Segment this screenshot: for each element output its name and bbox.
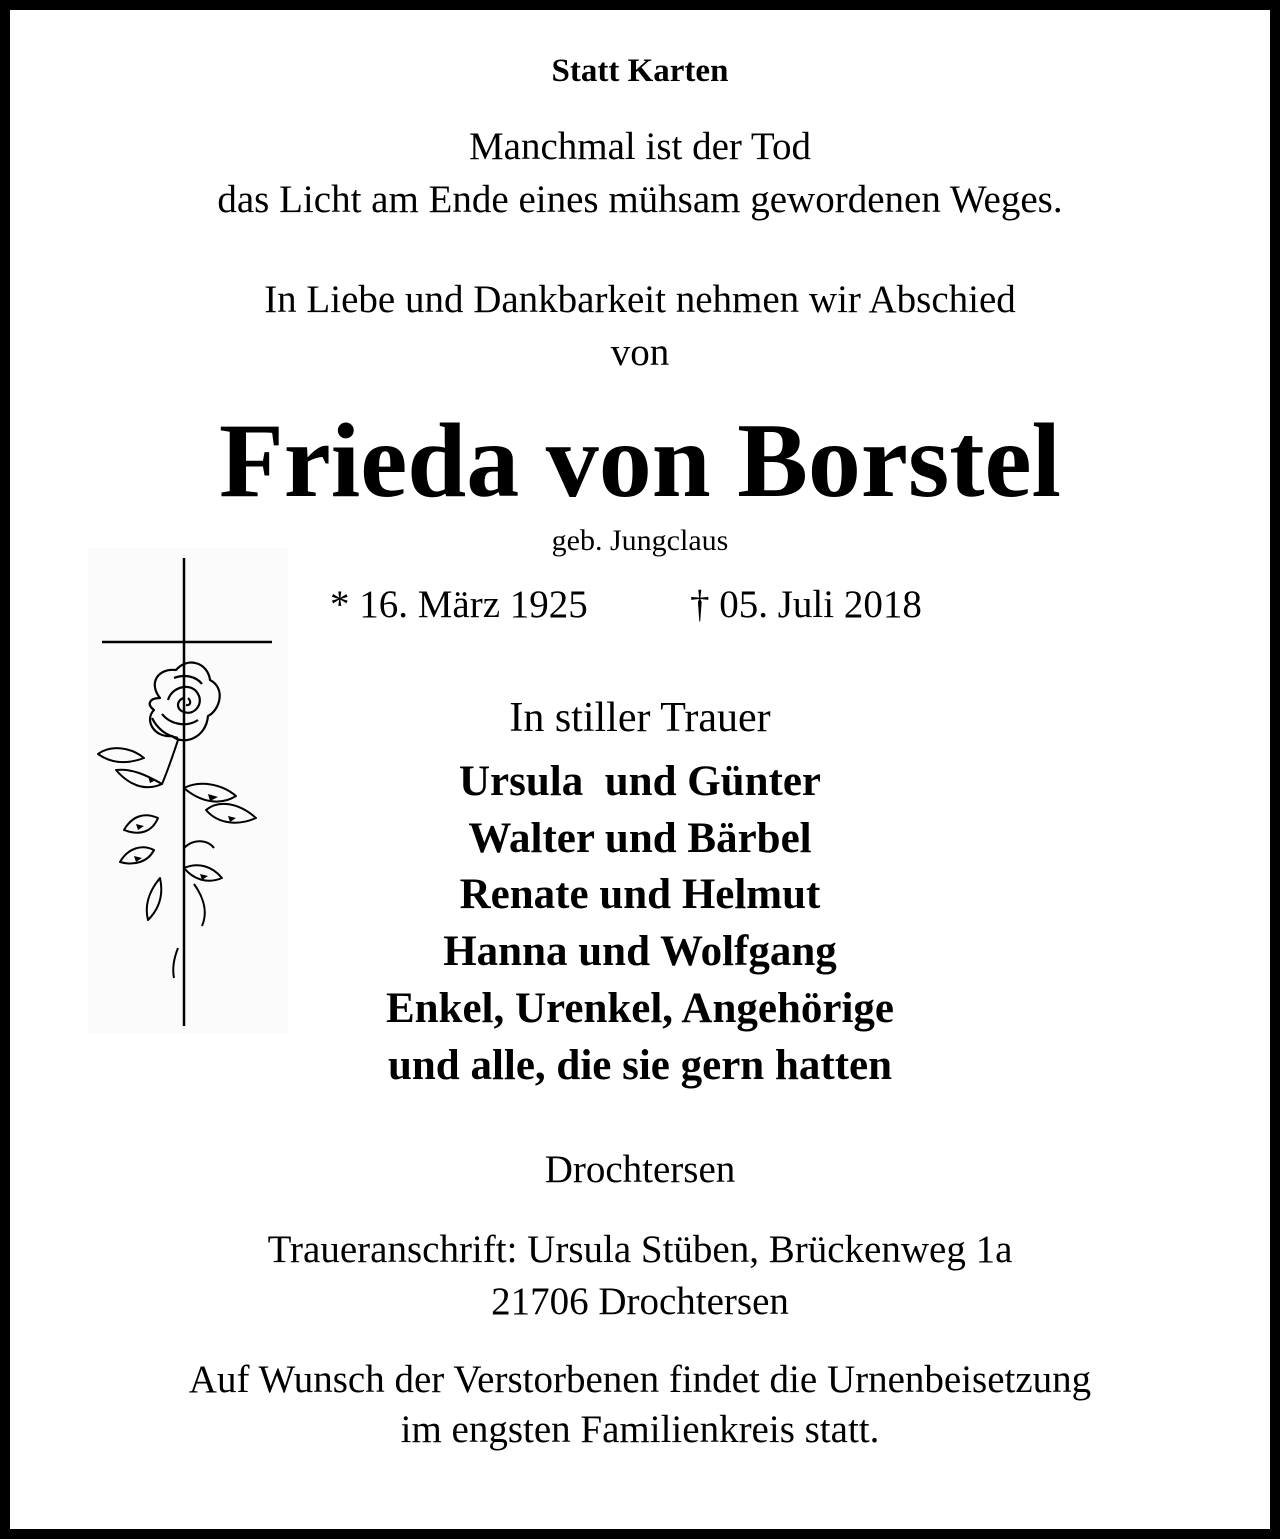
mourning-line: In stiller Trauer	[509, 695, 771, 741]
intro-line-2: von	[610, 331, 670, 374]
intro-line-1: In Liebe und Dankbarkeit nehmen wir Abschied	[264, 278, 1016, 321]
mourner-line: und alle, die sie gern hatten	[387, 1042, 893, 1089]
mourner-line: Enkel, Urenkel, Angehörige	[385, 985, 895, 1032]
mourner-line: Walter und Bärbel	[468, 815, 812, 862]
deceased-name: Frieda von Borstel	[219, 402, 1061, 519]
mourner-line: Hanna und Wolfgang	[443, 928, 837, 975]
birth-date: * 16. März 1925	[330, 583, 588, 626]
birth-name: geb. Jungclaus	[551, 524, 729, 557]
quote-line-1: Manchmal ist der Tod	[468, 125, 812, 168]
quote-line-2: das Licht am Ende eines mühsam gewordenen Weges.	[217, 178, 1063, 221]
mourner-line: Ursula und Günter	[459, 758, 821, 805]
mourning-address-line-1: Traueranschrift: Ursula Stüben, Brückenweg 1a	[267, 1228, 1013, 1271]
burial-note-line-2: im engsten Familienkreis statt.	[400, 1408, 880, 1451]
place-line: Drochtersen	[544, 1148, 736, 1191]
cross-with-rose-icon	[88, 548, 288, 1033]
mourning-address-line-2: 21706 Drochtersen	[491, 1280, 789, 1323]
burial-note-line-1: Auf Wunsch der Verstorbenen findet die Urnenbeisetzung	[188, 1358, 1092, 1401]
notice-heading: Statt Karten	[551, 53, 729, 89]
death-date: † 05. Juli 2018	[690, 583, 922, 626]
mourner-line: Renate und Helmut	[459, 871, 821, 918]
